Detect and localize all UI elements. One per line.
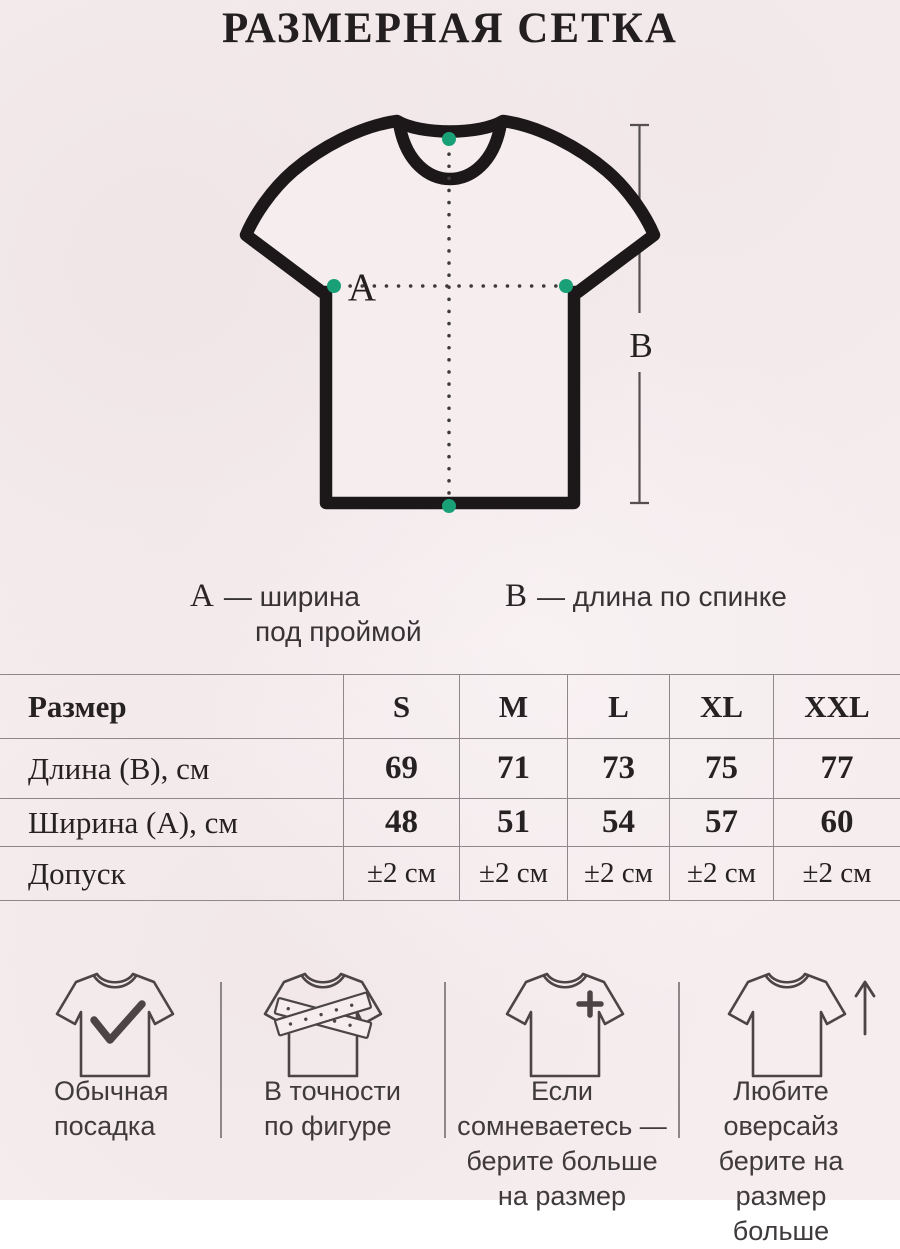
caption-line: Любите оверсайз bbox=[723, 1076, 839, 1141]
fit-caption-regular-fit bbox=[54, 1074, 169, 1144]
tshirt-measuring-tape-icon bbox=[258, 966, 388, 1084]
length-value: 75 bbox=[669, 738, 773, 798]
page-title: РАЗМЕРНАЯ СЕТКА bbox=[222, 5, 678, 52]
plus-glyph bbox=[579, 993, 601, 1015]
legend-width-text2: под проймой bbox=[255, 616, 422, 647]
fit-guide-divider bbox=[220, 982, 222, 1138]
legend-width bbox=[190, 578, 360, 615]
caption-line: больше bbox=[732, 1216, 830, 1246]
tolerance-value: ±2 см bbox=[459, 846, 567, 900]
caption-line: по фигуре bbox=[264, 1111, 392, 1141]
tolerance-value: ±2 см bbox=[343, 846, 459, 900]
up-arrow-glyph bbox=[856, 982, 874, 1034]
size-column-header: XL bbox=[669, 674, 773, 738]
length-label-b: В bbox=[629, 326, 653, 365]
size-table-header-label: Размер bbox=[0, 674, 343, 738]
width-row-label: Ширина (А), см bbox=[0, 798, 343, 846]
width-value: 48 bbox=[343, 798, 459, 846]
tshirt-plus-icon bbox=[500, 966, 630, 1084]
width-value: 51 bbox=[459, 798, 567, 846]
length-value: 71 bbox=[459, 738, 567, 798]
fit-caption-exact-fit bbox=[264, 1074, 401, 1144]
caption-line: Если сомневаетесь — bbox=[457, 1076, 667, 1141]
size-column-header: L bbox=[567, 674, 669, 738]
caption-line: посадка bbox=[54, 1111, 156, 1141]
legend-length-letter: В bbox=[505, 578, 528, 614]
caption-line: на размер bbox=[497, 1181, 627, 1211]
tolerance-value: ±2 см bbox=[567, 846, 669, 900]
tshirt-oversize-arrow-icon bbox=[722, 966, 877, 1084]
size-table bbox=[0, 674, 900, 901]
legend-length bbox=[505, 578, 787, 615]
length-value: 73 bbox=[567, 738, 669, 798]
length-row-label: Длина (В), см bbox=[0, 738, 343, 798]
fit-caption-oversize bbox=[681, 1074, 881, 1249]
tolerance-row-label: Допуск bbox=[0, 846, 343, 900]
length-value: 69 bbox=[343, 738, 459, 798]
legend-width-line2 bbox=[255, 616, 422, 648]
length-value: 77 bbox=[773, 738, 900, 798]
checkmark-glyph bbox=[94, 1004, 142, 1040]
legend-width-letter: А bbox=[190, 578, 214, 614]
caption-line: берите на размер bbox=[718, 1146, 844, 1211]
tolerance-value: ±2 см bbox=[669, 846, 773, 900]
width-value: 54 bbox=[567, 798, 669, 846]
legend-length-text: — длина по спинке bbox=[537, 581, 787, 612]
tolerance-value: ±2 см bbox=[773, 846, 900, 900]
legend-width-text: — ширина bbox=[223, 581, 360, 612]
size-column-header: S bbox=[343, 674, 459, 738]
caption-line: берите больше bbox=[466, 1146, 658, 1176]
tshirt-check-icon bbox=[50, 966, 180, 1084]
fit-guide-divider bbox=[678, 982, 680, 1138]
fit-guide-divider bbox=[444, 982, 446, 1138]
tshirt-measurement-diagram bbox=[0, 90, 900, 530]
size-column-header: M bbox=[459, 674, 567, 738]
length-measure-line bbox=[630, 125, 649, 503]
width-label-a: А bbox=[347, 266, 377, 309]
caption-line: В точности bbox=[264, 1076, 401, 1106]
caption-line: Обычная bbox=[54, 1076, 169, 1106]
size-column-header: XXL bbox=[773, 674, 900, 738]
fit-caption-size-up-if-unsure bbox=[450, 1074, 674, 1214]
width-value: 57 bbox=[669, 798, 773, 846]
width-value: 60 bbox=[773, 798, 900, 846]
